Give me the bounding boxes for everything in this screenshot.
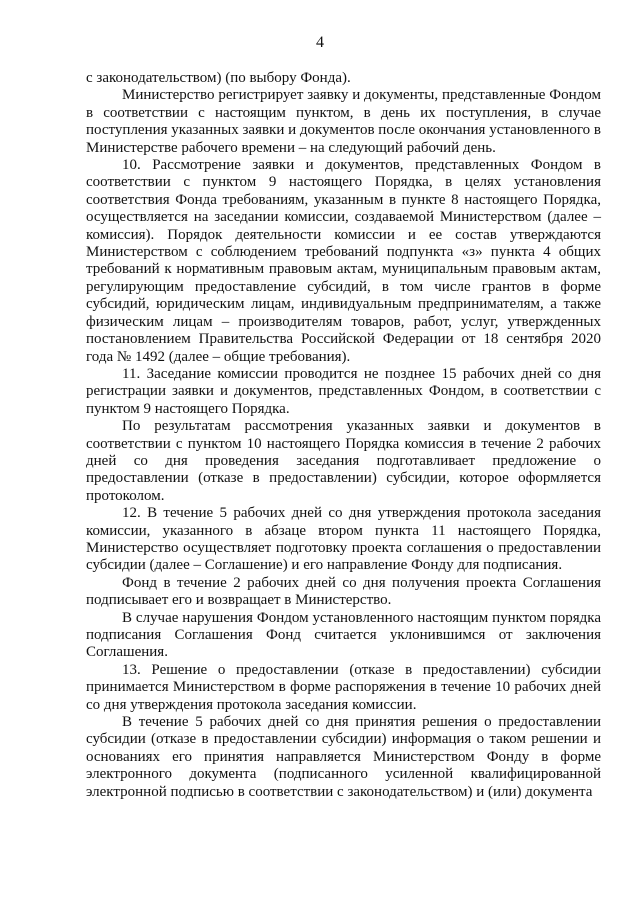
paragraph-item-10: 10. Рассмотрение заявки и документов, представленных Фондом в соответствии с пунктом 9 настоящего Порядка, в целях установления соответствия Фонда требованиям, указанным в пункте 8 настоящего Порядка, осуществляется на заседании комиссии, создаваемой Министерством (далее – комиссия). Порядок деятельности комиссии и ее состав утверждаются Министерством с соблюдением требований подпункта «з» пункта 4 общих требований к нормативным правовым актам, муниципальным правовым актам, регулирующим предоставление субсидий, в том числе грантов в форме субсидий, юридическим лицам, индивидуальным предпринимателям, а также физическим лицам – производителям товаров, работ, услуг, утвержденных постановлением Правительства Российской Федерации от 18 сентября 2020 года № 1492 (далее – общие требования). [86, 157, 601, 365]
paragraph-continuation: с законодательством) (по выбору Фонда). [86, 70, 351, 86]
document-body [86, 70, 601, 801]
paragraph-item-11: 11. Заседание комиссии проводится не позднее 15 рабочих дней со дня регистрации заявки и документов, представленных Фондом, в соответствии с пунктом 9 настоящего Порядка. [86, 365, 601, 417]
paragraph-item-12-signing: Фонд в течение 2 рабочих дней со дня получения проекта Соглашения подписывает его и возвращает в Министерство. [86, 574, 601, 609]
paragraph-item-12: 12. В течение 5 рабочих дней со дня утверждения протокола заседания комиссии, указанного в абзаце втором пункта 11 настоящего Порядка, Министерство осуществляет подготовку проекта соглашения о предоставлении субсидии (далее – Соглашение) и его направление Фонду для подписания. [86, 505, 601, 574]
page-number: 4 [316, 34, 324, 51]
paragraph-item-13-notice: В течение 5 рабочих дней со дня принятия решения о предоставлении субсидии (отказе в предоставлении субсидии) информация о таком решении и основаниях его принятия направляется Министерством Фонду в форме электронного документа (подписанного усиленной квалифицированной электронной подписью в соответствии с законодательством) и (или) документа [86, 714, 601, 800]
paragraph-item-11-result: По результатам рассмотрения указанных заявки и документов в соответствии с пунктом 10 настоящего Порядка комиссия в течение 2 рабочих дней со дня проведения заседания подготавливает предложение о предоставлении (отказе в предоставлении) субсидии, которое оформляется протоколом. [86, 418, 601, 504]
paragraph-item-13: 13. Решение о предоставлении (отказе в предоставлении) субсидии принимается Министерством в форме распоряжения в течение 10 рабочих дней со дня утверждения протокола заседания комиссии. [86, 661, 601, 713]
paragraph-registration: Министерство регистрирует заявку и документы, представленные Фондом в соответствии с настоящим пунктом, в день их поступления, в случае поступления указанных заявки и документов после окончания установленного в Министерстве рабочего времени – на следующий рабочий день. [86, 87, 601, 156]
paragraph-item-12-violation: В случае нарушения Фондом установленного настоящим пунктом порядка подписания Соглашения Фонд считается уклонившимся от заключения Соглашения. [86, 609, 601, 661]
